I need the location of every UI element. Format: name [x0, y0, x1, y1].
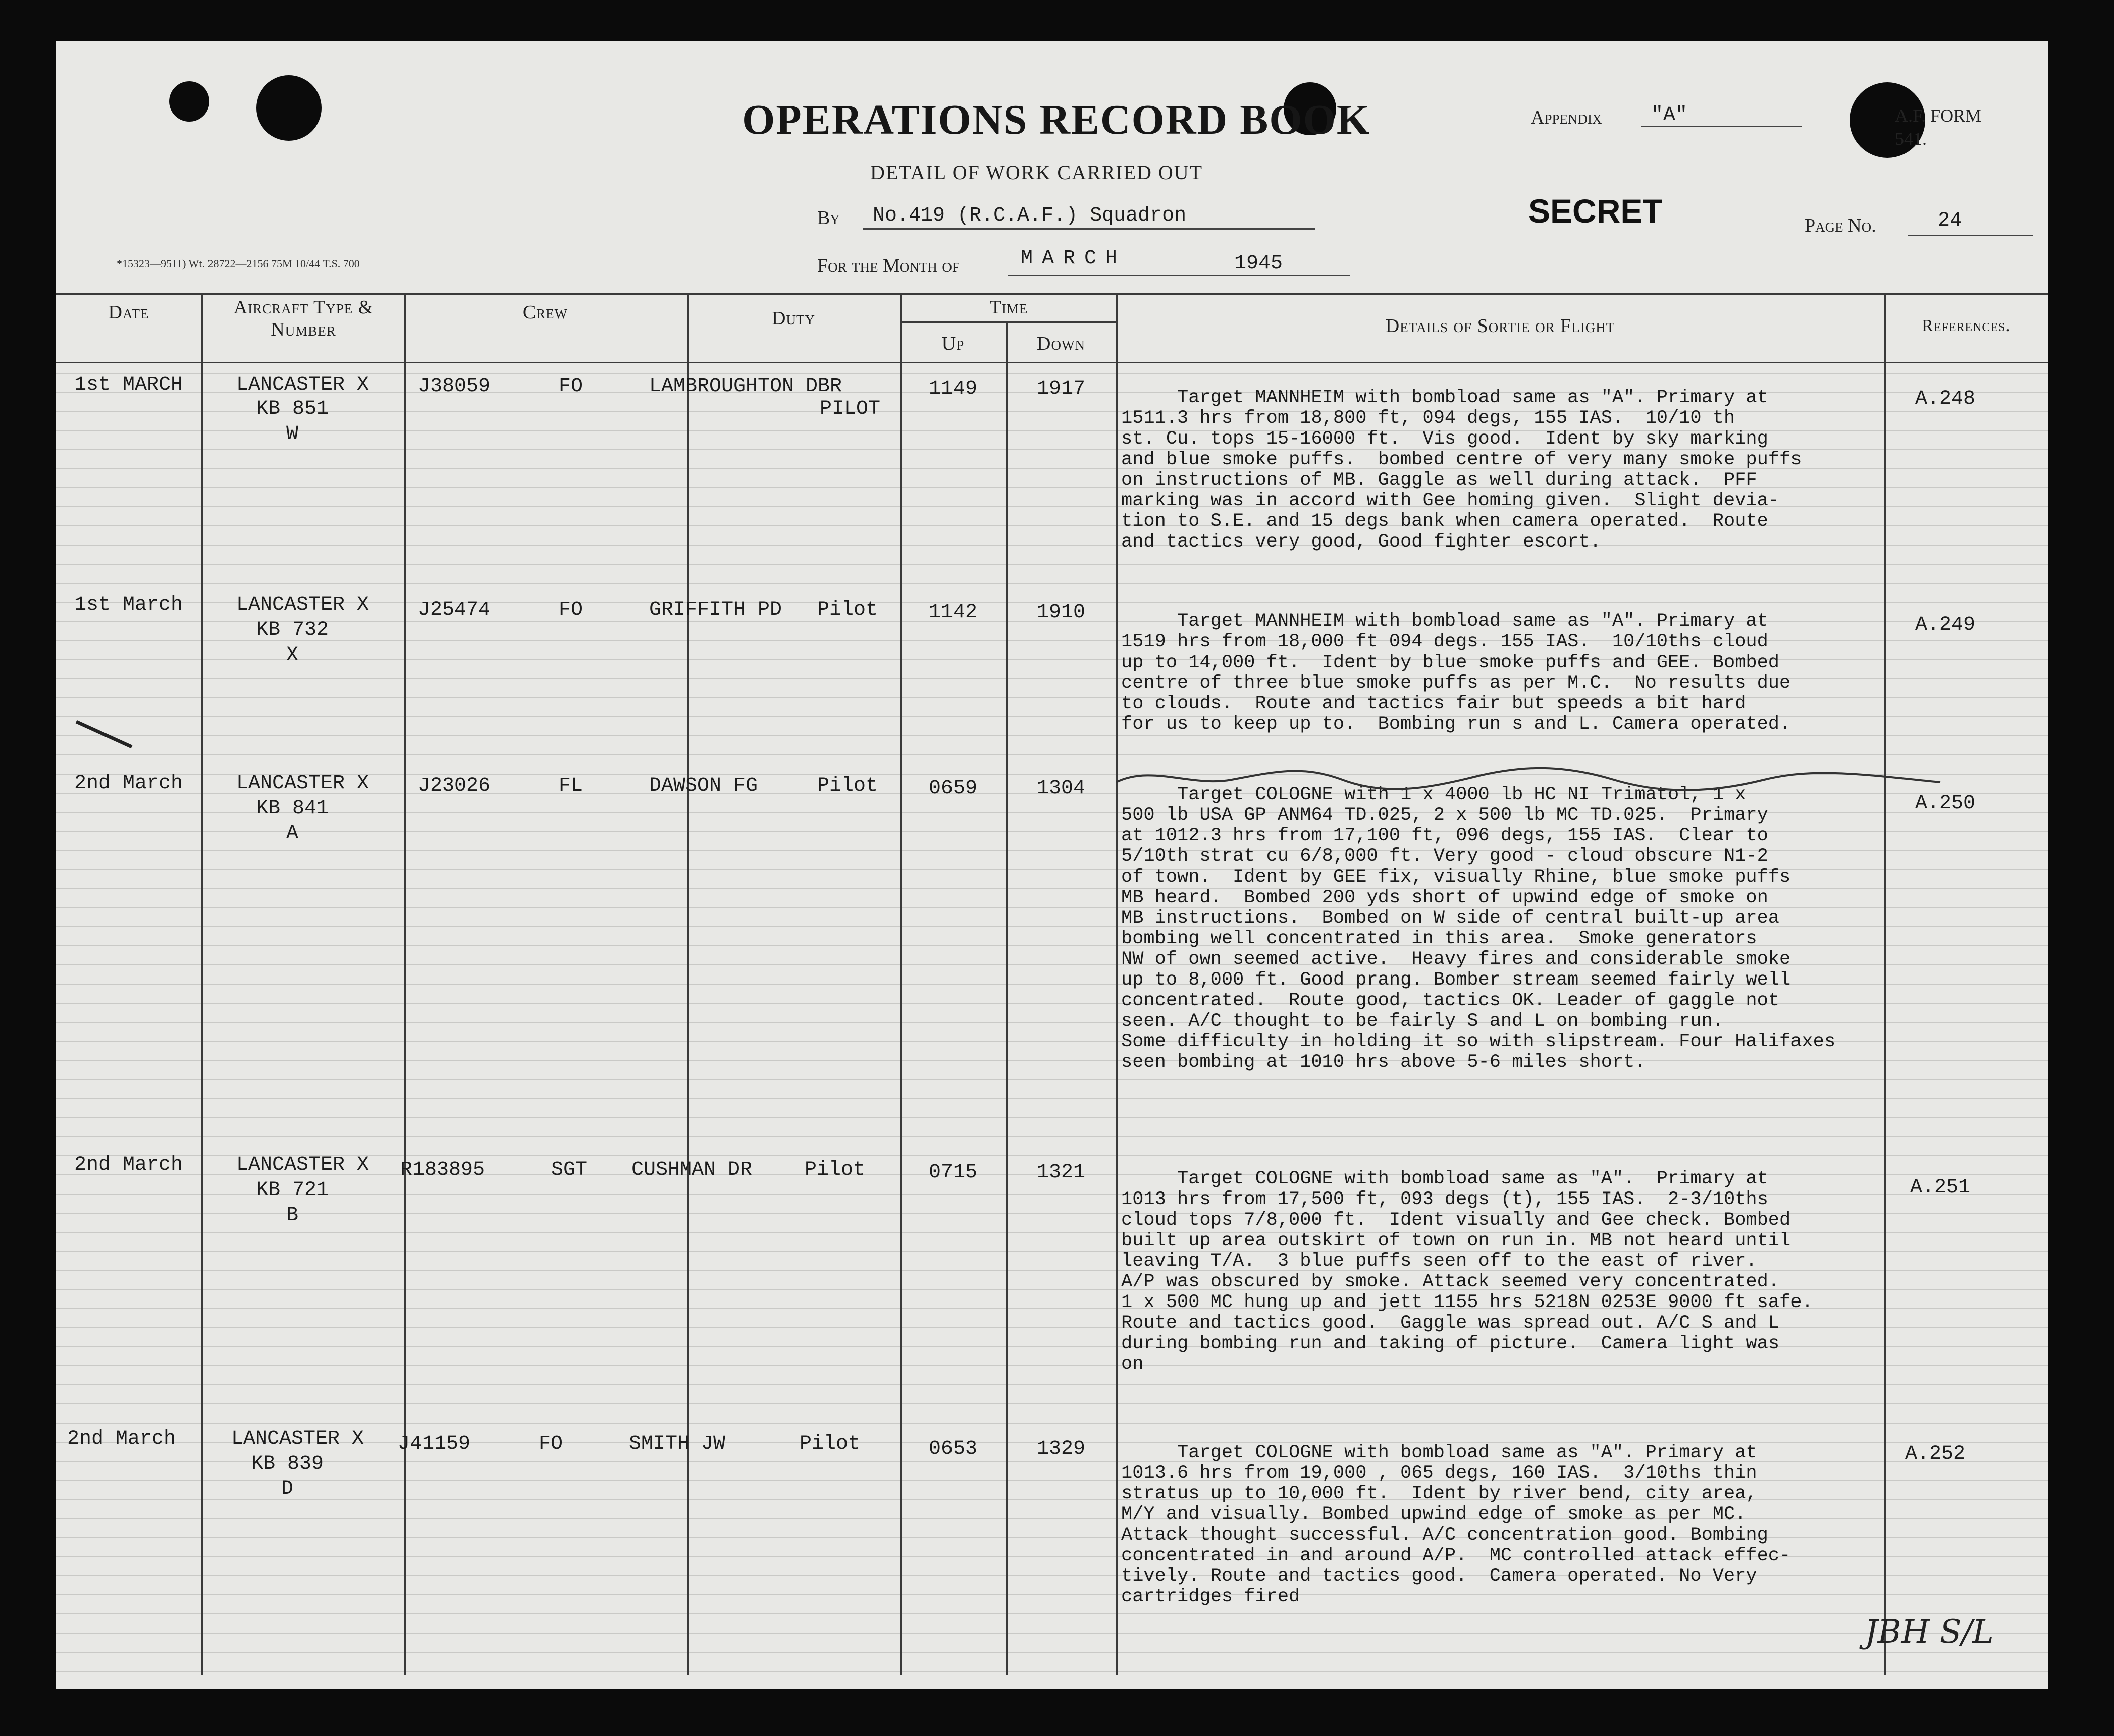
column-header-time: Time: [989, 297, 1028, 318]
appendix-value: "A": [1651, 104, 1688, 127]
column-divider: [1006, 321, 1008, 1675]
ruled-line: [56, 1117, 2048, 1118]
row-duty: PILOT: [820, 398, 881, 420]
row-date: 2nd March: [74, 1154, 183, 1176]
print-code: *15323—9511) Wt. 28722—2156 75M 10/44 T.S. 700: [117, 257, 360, 270]
row-aircraft-letter: D: [281, 1478, 293, 1500]
ruled-line: [56, 754, 2048, 755]
appendix-underline: [1641, 126, 1802, 127]
squadron-underline: [863, 228, 1315, 230]
row-aircraft-type: LANCASTER X: [236, 594, 369, 616]
row-date: 1st MARCH: [74, 374, 183, 396]
row-details: Target MANNHEIM with bombload same as "A". Primary at 1511.3 hrs from 18,800 ft, 094 degs, 155 IAS. 10/10 th st. Cu. tops 15-16000 ft. Vis good. Ident by sky marking and blue smoke puffs. bombed centre of very many smoke puffs on instructions of MB. Gaggle as well during attack. PFF marking was in accord with Gee homing given. Slight devia- tion to S.E. and 15 degs bank when camera operated. Route and tactics very good, Good fighter escort.: [1121, 387, 1802, 553]
column-header-up: Up: [941, 333, 965, 354]
row-aircraft-number: KB 839: [251, 1453, 324, 1475]
row-crew-name: LAMBROUGHTON DBR: [649, 375, 842, 398]
column-header-crew: Crew: [522, 302, 568, 323]
row-time-up: 1149: [928, 378, 977, 400]
column-header-date: Date: [108, 302, 149, 323]
row-details: Target COLOGNE with bombload same as "A". Primary at 1013.6 hrs from 19,000 , 065 degs, 160 IAS. 3/10ths thin stratus up to 10,000 ft. Ident by river bend, city area, M/Y and visually. Bombed upwind edge of smoke as per MC. Attack thought successful. A/C concentration good. Bombing concentrated in and around A/P. MC controlled attack effec- tively. Route and tactics good. Camera operated. No Very cartridges fired: [1121, 1442, 1791, 1607]
ruled-line: [56, 1423, 2048, 1424]
row-crew-number: J38059: [418, 375, 491, 398]
appendix-label: Appendix: [1531, 107, 1602, 128]
table-top-border: [56, 293, 2048, 295]
page-number-label: Page No.: [1805, 215, 1876, 236]
row-aircraft-type: LANCASTER X: [231, 1428, 364, 1450]
ruled-line: [56, 1633, 2048, 1634]
binder-hole-small: [169, 81, 209, 122]
row-crew-number: J41159: [398, 1433, 471, 1455]
row-aircraft-letter: B: [286, 1204, 298, 1227]
row-aircraft-number: KB 721: [256, 1179, 329, 1202]
row-duty: Pilot: [805, 1159, 866, 1181]
ruled-line: [56, 564, 2048, 565]
row-crew-name: GRIFFITH PD: [649, 599, 782, 621]
row-details: Target COLOGNE with 1 x 4000 lb HC NI Trimatol, 1 x 500 lb USA GP ANM64 TD.025, 2 x 500 lb MC TD.025. Primary at 1012.3 hrs from 17,100 ft, 096 degs, 155 IAS. Clear to 5/10th strat cu 6/8,000 ft. Very good - cloud obscure N1-2 of town. Ident by GEE fix, visually Rhine, blue smoke puffs MB heard. Bombed 200 yds short of upwind edge of smoke on MB instructions. Bombed on W side of central built-up area bombing well concentrated in this area. Smoke generators NW of own seemed active. Heavy fires and considerable smoke up to 8,000 ft. Good prang. Bomber stream seemed fairly well concentrated. Route good, tactics OK. Leader of gaggle not seen. A/C thought to be fairly S and L on bombing run. Some difficulty in holding it so with slipstream. Four Halifaxes seen bombing at 1010 hrs above 5-6 miles short.: [1121, 784, 1836, 1073]
row-crew-name: DAWSON FG: [649, 775, 758, 797]
by-label: By: [817, 207, 840, 229]
column-header-down: Down: [1037, 333, 1085, 354]
page-title: OPERATIONS RECORD BOOK: [742, 96, 1371, 143]
column-divider: [404, 293, 406, 1675]
row-crew-name: CUSHMAN DR: [631, 1159, 753, 1181]
column-header-details: Details of Sortie or Flight: [1385, 315, 1615, 337]
row-crew-rank: SGT: [551, 1159, 588, 1181]
row-crew-number: J25474: [418, 599, 491, 621]
column-header-aircraft: Aircraft Type & Number: [233, 297, 374, 340]
month-label: For the Month of: [817, 255, 960, 276]
row-crew-name: SMITH JW: [629, 1433, 726, 1455]
row-reference: A.248: [1915, 388, 1976, 410]
row-aircraft-number: KB 841: [256, 797, 329, 820]
row-details: Target COLOGNE with bombload same as "A". Primary at 1013 hrs from 17,500 ft, 093 degs (t), 155 IAS. 2-3/10ths cloud tops 7/8,000 ft. Ident visually and Gee check. Bombed built up area outskirt of town on run in. MB not heard until leaving T/A. 3 blue puffs seen off to the east of river. A/P was obscured by smoke. Attack seemed very concentrated. 1 x 500 MC hung up and jett 1155 hrs 5218N 0253E 9000 ft safe. Route and tactics good. Gaggle was spread out. A/C S and L during bombing run and taking of picture. Camera light was on: [1121, 1168, 1813, 1375]
ruled-line: [56, 583, 2048, 584]
row-reference: A.251: [1910, 1176, 1971, 1199]
secret-stamp: SECRET: [1528, 192, 1663, 230]
row-time-up: 0653: [928, 1438, 977, 1460]
ruled-line: [56, 1652, 2048, 1653]
row-crew-number: J23026: [418, 775, 491, 797]
year-value: 1945: [1234, 252, 1283, 275]
row-aircraft-number: KB 851: [256, 398, 329, 420]
row-aircraft-type: LANCASTER X: [236, 374, 369, 396]
squadron-value: No.419 (R.C.A.F.) Squadron: [873, 204, 1187, 227]
row-reference: A.249: [1915, 614, 1976, 636]
row-aircraft-letter: W: [286, 423, 298, 446]
row-time-down: 1329: [1036, 1438, 1085, 1460]
row-aircraft-letter: A: [286, 822, 298, 845]
ruled-line: [56, 1136, 2048, 1137]
ruled-line: [56, 735, 2048, 736]
row-duty: Pilot: [817, 599, 878, 621]
table-header-bottom-border: [56, 362, 2048, 363]
row-time-down: 1321: [1036, 1161, 1085, 1184]
row-time-up: 0659: [928, 777, 977, 800]
row-duty: Pilot: [817, 775, 878, 797]
column-header-duty: Duty: [772, 308, 815, 329]
row-aircraft-number: KB 732: [256, 619, 329, 641]
ruled-line: [56, 1671, 2048, 1672]
time-subheader-border: [900, 321, 1117, 323]
ruled-line: [56, 1403, 2048, 1404]
row-crew-rank: FO: [539, 1433, 563, 1455]
row-reference: A.250: [1915, 792, 1976, 815]
column-header-references: References.: [1922, 316, 2011, 335]
month-underline: [1008, 275, 1350, 276]
signature: JBH S/L: [1865, 1613, 1994, 1651]
record-sheet: [56, 41, 2048, 1689]
row-aircraft-letter: X: [286, 644, 298, 667]
row-date: 2nd March: [74, 772, 183, 795]
column-divider: [687, 293, 689, 1675]
row-crew-number: R183895: [400, 1159, 485, 1181]
ruled-line: [56, 1098, 2048, 1099]
row-details: Target MANNHEIM with bombload same as "A". Primary at 1519 hrs from 18,000 ft 094 degs. 155 IAS. 10/10ths cloud up to 14,000 ft. Ident by blue smoke puffs and GEE. Bombed centre of three blue smoke puffs as per M.C. No results due to clouds. Route and tactics fair but speeds a bit hard for us to keep up to. Bombing run s and L. Camera operated.: [1121, 611, 1791, 735]
row-date: 2nd March: [67, 1428, 176, 1450]
row-time-up: 1142: [928, 601, 977, 624]
row-time-up: 0715: [928, 1161, 977, 1184]
row-reference: A.252: [1905, 1443, 1966, 1465]
row-crew-rank: FO: [559, 599, 583, 621]
row-crew-rank: FL: [559, 775, 583, 797]
form-number: A.F. FORM 541.: [1895, 105, 1982, 149]
row-time-down: 1304: [1036, 777, 1085, 800]
column-divider: [900, 293, 902, 1675]
ruled-line: [56, 1613, 2048, 1614]
binder-hole-left: [256, 75, 322, 141]
row-aircraft-type: LANCASTER X: [236, 1154, 369, 1176]
row-crew-rank: FO: [559, 375, 583, 398]
ruled-line: [56, 1079, 2048, 1080]
row-time-down: 1917: [1036, 378, 1085, 400]
column-divider: [1116, 293, 1118, 1675]
page-number-underline: [1908, 235, 2033, 236]
row-date: 1st March: [74, 594, 183, 616]
page-number-value: 24: [1938, 209, 1962, 232]
month-value: MARCH: [1021, 247, 1127, 270]
ruled-line: [56, 1384, 2048, 1385]
row-time-down: 1910: [1036, 601, 1085, 624]
row-aircraft-type: LANCASTER X: [236, 772, 369, 795]
column-divider: [1884, 293, 1886, 1675]
page-subtitle: DETAIL OF WORK CARRIED OUT: [870, 161, 1203, 184]
row-duty: Pilot: [800, 1433, 861, 1455]
